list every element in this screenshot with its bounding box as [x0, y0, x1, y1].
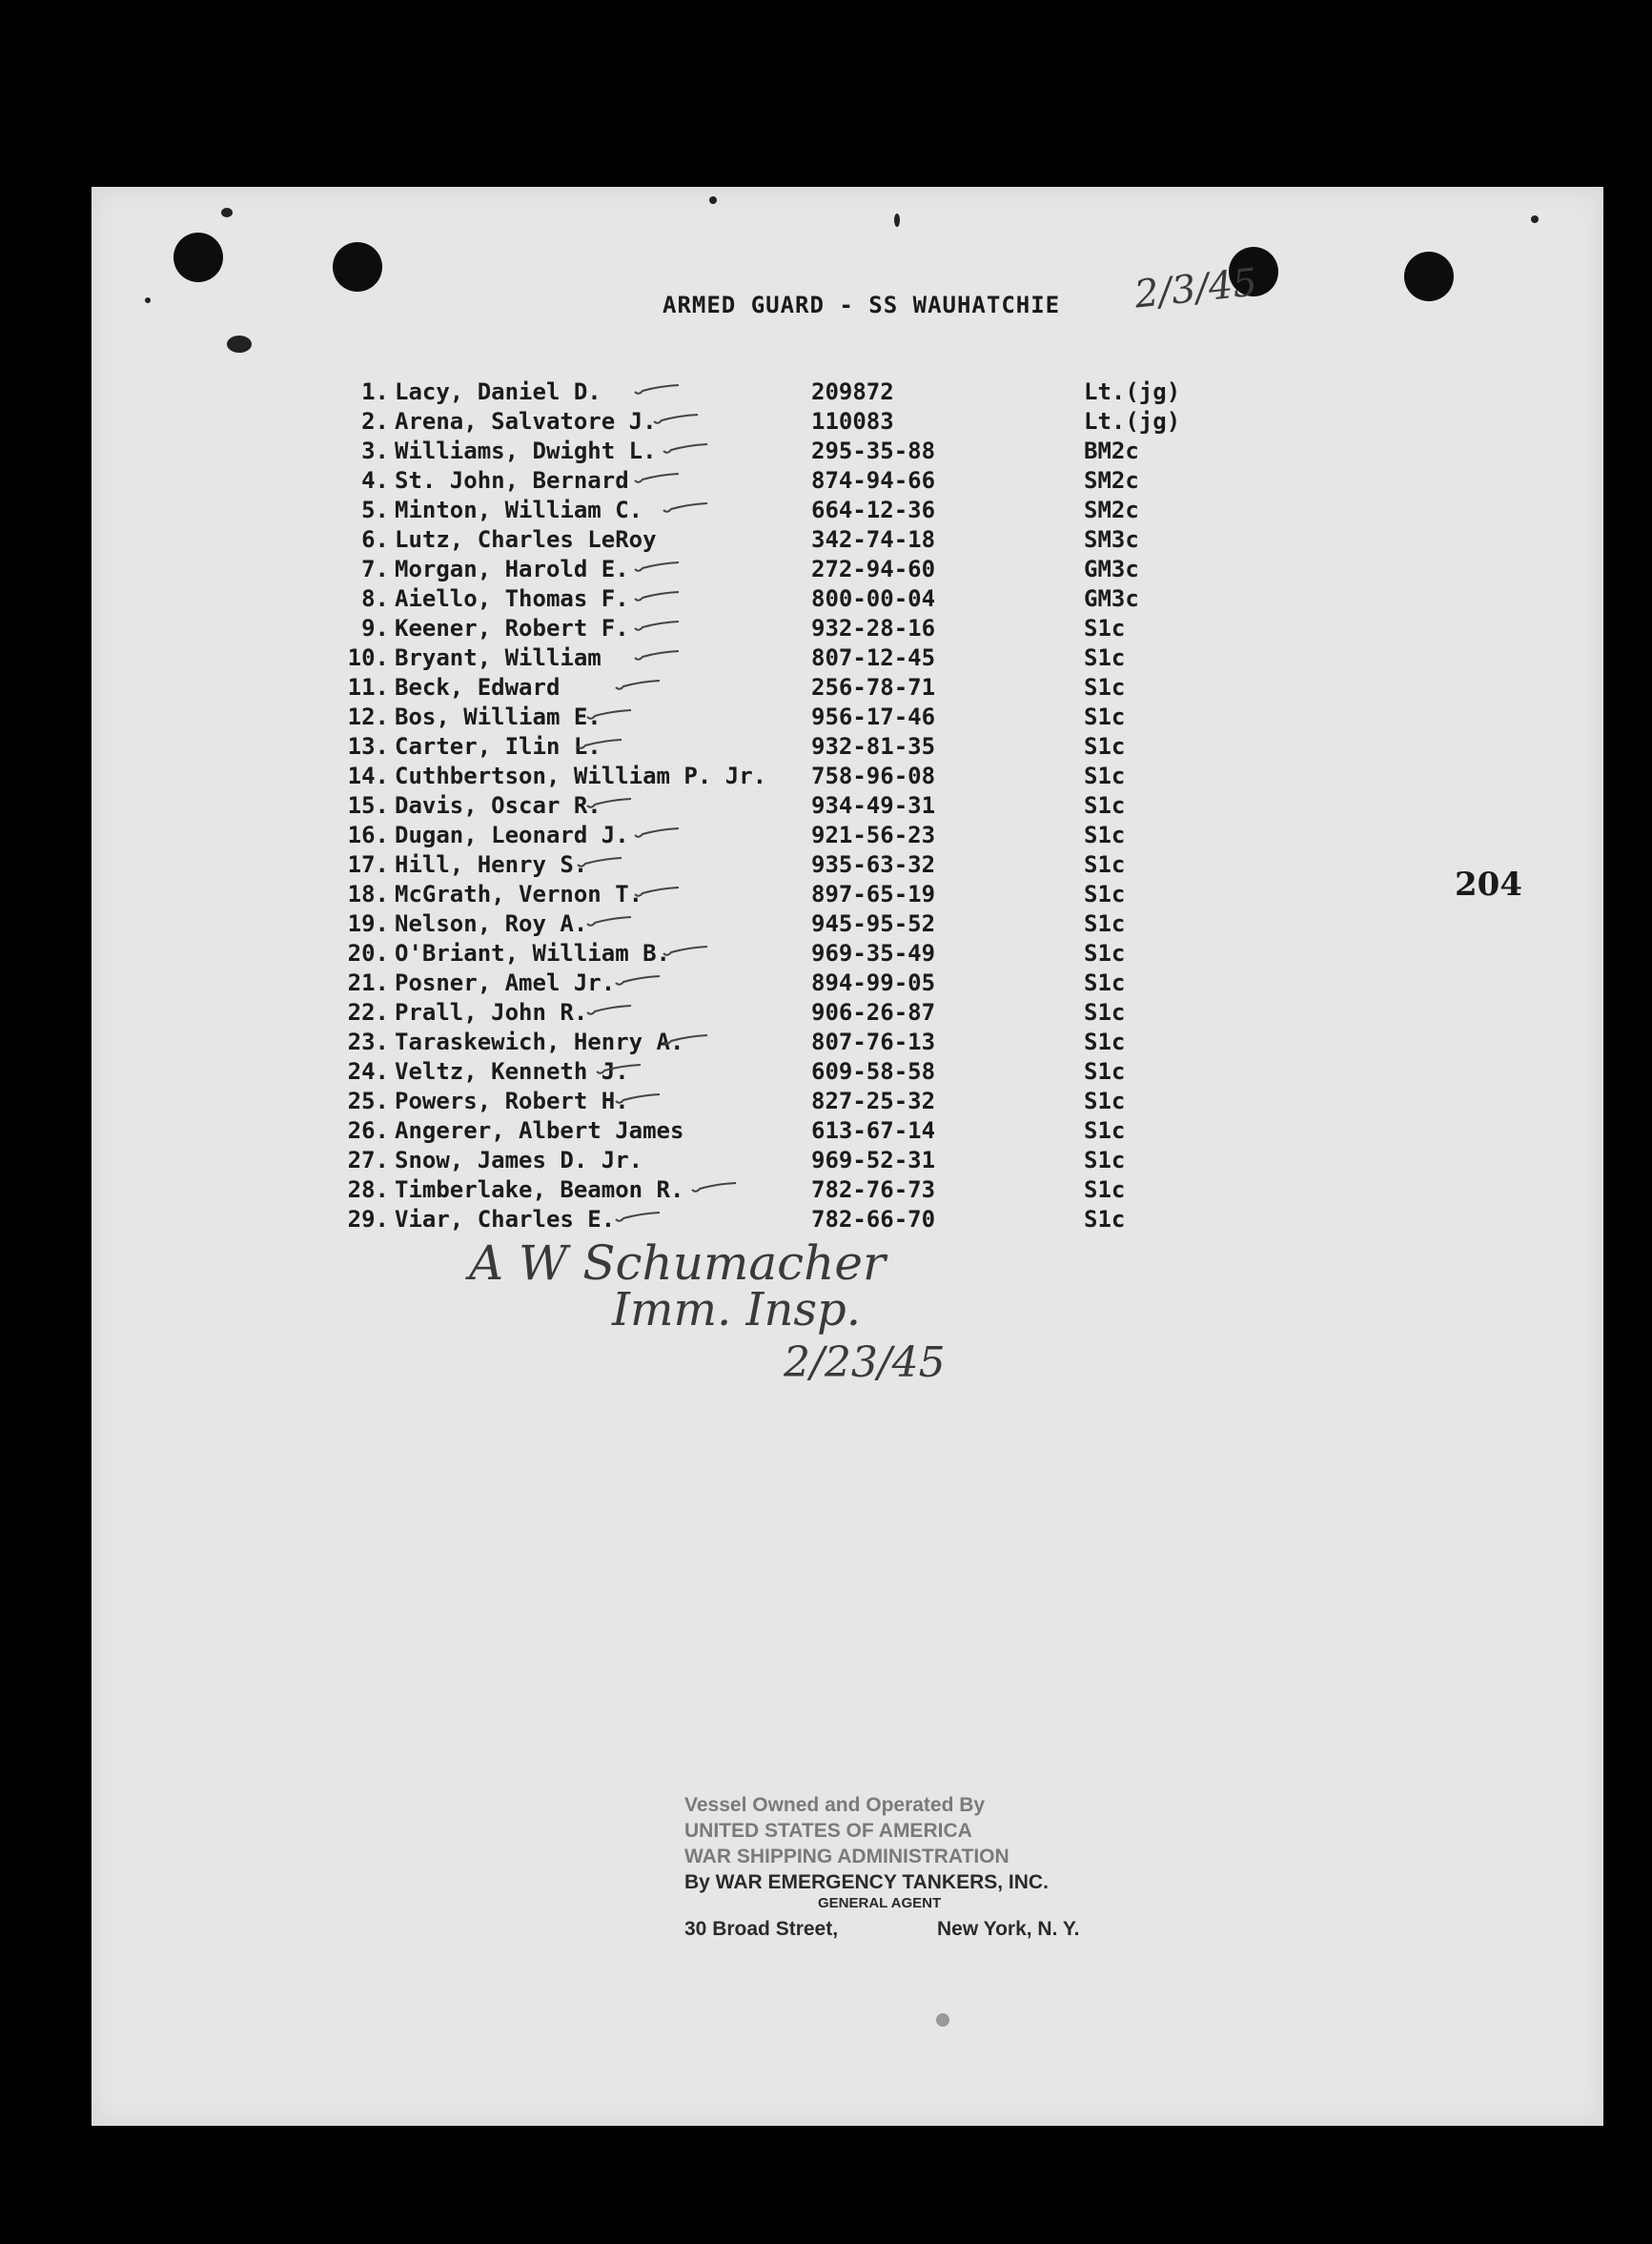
row-number: 22. [347, 999, 389, 1026]
check-mark-icon [662, 442, 709, 456]
crew-name: Nelson, Roy A. [395, 910, 588, 937]
crew-name: Bryant, William [395, 644, 602, 671]
rating: S1c [1084, 763, 1126, 789]
row-number: 10. [347, 644, 389, 671]
stamp-agent: GENERAL AGENT [818, 1895, 942, 1911]
check-mark-icon [652, 413, 700, 426]
row-number: 13. [347, 733, 389, 760]
crew-name: McGrath, Vernon T. [395, 881, 643, 908]
row-number: 3. [361, 438, 389, 464]
rating: S1c [1084, 910, 1126, 937]
service-number: 807-12-45 [811, 644, 936, 671]
punch-hole [333, 242, 382, 292]
rating: BM2c [1084, 438, 1139, 464]
row-number: 2. [361, 408, 389, 435]
row-number: 15. [347, 792, 389, 819]
row-number: 21. [347, 969, 389, 996]
check-mark-icon [633, 561, 681, 574]
stamp-line: WAR SHIPPING ADMINISTRATION [684, 1846, 1010, 1867]
check-mark-icon [633, 383, 681, 397]
stamp-line: Vessel Owned and Operated By [684, 1794, 986, 1816]
row-number: 20. [347, 940, 389, 967]
crew-name: Williams, Dwight L. [395, 438, 657, 464]
row-number: 12. [347, 704, 389, 730]
crew-name: Davis, Oscar R. [395, 792, 602, 819]
service-number: 800-00-04 [811, 585, 936, 612]
check-mark-icon [585, 1004, 633, 1017]
service-number: 969-35-49 [811, 940, 936, 967]
rating: S1c [1084, 1206, 1126, 1233]
row-number: 18. [347, 881, 389, 908]
crew-name: Taraskewich, Henry A. [395, 1029, 684, 1055]
stamp-street: 30 Broad Street, [684, 1918, 839, 1940]
rating: S1c [1084, 644, 1126, 671]
crew-name: Beck, Edward [395, 674, 561, 701]
service-number: 256-78-71 [811, 674, 936, 701]
row-number: 28. [347, 1176, 389, 1203]
rating: S1c [1084, 1058, 1126, 1085]
crew-name: Timberlake, Beamon R. [395, 1176, 684, 1203]
crew-name: Posner, Amel Jr. [395, 969, 616, 996]
row-number: 11. [347, 674, 389, 701]
row-number: 1. [361, 378, 389, 405]
check-mark-icon [576, 856, 623, 869]
rating: S1c [1084, 999, 1126, 1026]
service-number: 295-35-88 [811, 438, 936, 464]
check-mark-icon [633, 590, 681, 603]
row-number: 23. [347, 1029, 389, 1055]
service-number: 897-65-19 [811, 881, 936, 908]
rating: S1c [1084, 1147, 1126, 1173]
signature-date: 2/23/45 [784, 1338, 946, 1387]
check-mark-icon [633, 649, 681, 663]
rating: S1c [1084, 733, 1126, 760]
signature-name: A W Schumacher [469, 1235, 886, 1291]
crew-name: Minton, William C. [395, 497, 643, 523]
handwritten-date: 2/3/45 [1132, 260, 1259, 317]
check-mark-icon [576, 738, 623, 751]
check-mark-icon [662, 1033, 709, 1047]
rating: SM2c [1084, 467, 1139, 494]
row-number: 4. [361, 467, 389, 494]
service-number: 932-81-35 [811, 733, 936, 760]
rating: S1c [1084, 1088, 1126, 1114]
service-number: 664-12-36 [811, 497, 936, 523]
service-number: 758-96-08 [811, 763, 936, 789]
check-mark-icon [585, 797, 633, 810]
crew-name: Viar, Charles E. [395, 1206, 616, 1233]
service-number: 782-66-70 [811, 1206, 936, 1233]
rating: S1c [1084, 851, 1126, 878]
row-number: 14. [347, 763, 389, 789]
service-number: 874-94-66 [811, 467, 936, 494]
service-number: 934-49-31 [811, 792, 936, 819]
service-number: 272-94-60 [811, 556, 936, 582]
stamp-line: By WAR EMERGENCY TANKERS, INC. [684, 1871, 1049, 1893]
rating: GM3c [1084, 556, 1139, 582]
rating: Lt.(jg) [1084, 408, 1181, 435]
row-number: 6. [361, 526, 389, 553]
row-number: 27. [347, 1147, 389, 1173]
check-mark-icon [614, 1092, 662, 1106]
rating: GM3c [1084, 585, 1139, 612]
row-number: 29. [347, 1206, 389, 1233]
crew-name: Arena, Salvatore J. [395, 408, 657, 435]
rating: S1c [1084, 881, 1126, 908]
check-mark-icon [662, 501, 709, 515]
service-number: 894-99-05 [811, 969, 936, 996]
check-mark-icon [662, 945, 709, 958]
check-mark-icon [633, 620, 681, 633]
service-number: 935-63-32 [811, 851, 936, 878]
check-mark-icon [633, 886, 681, 899]
rating: S1c [1084, 940, 1126, 967]
check-mark-icon [614, 679, 662, 692]
crew-name: Morgan, Harold E. [395, 556, 629, 582]
rating: SM2c [1084, 497, 1139, 523]
check-mark-icon [614, 1211, 662, 1224]
stamp-city: New York, N. Y. [937, 1918, 1080, 1940]
crew-name: Carter, Ilin L. [395, 733, 602, 760]
rating: S1c [1084, 1117, 1126, 1144]
check-mark-icon [690, 1181, 738, 1194]
crew-name: Bos, William E. [395, 704, 602, 730]
service-number: 945-95-52 [811, 910, 936, 937]
signature-title: Imm. Insp. [612, 1283, 861, 1336]
document-title: ARMED GUARD - SS WAUHATCHIE [663, 292, 1061, 318]
service-number: 209872 [811, 378, 894, 405]
rating: S1c [1084, 704, 1126, 730]
service-number: 613-67-14 [811, 1117, 936, 1144]
agent-stamp [684, 1792, 1132, 1942]
crew-name: Angerer, Albert James [395, 1117, 684, 1144]
punch-hole [173, 233, 223, 282]
check-mark-icon [585, 708, 633, 722]
crew-name: Snow, James D. Jr. [395, 1147, 643, 1173]
crew-name: St. John, Bernard [395, 467, 629, 494]
service-number: 782-76-73 [811, 1176, 936, 1203]
rating: S1c [1084, 674, 1126, 701]
stamp-address [684, 1916, 1132, 1942]
crew-name: Powers, Robert H. [395, 1088, 629, 1114]
service-number: 906-26-87 [811, 999, 936, 1026]
check-mark-icon [633, 472, 681, 485]
crew-name: Prall, John R. [395, 999, 588, 1026]
service-number: 827-25-32 [811, 1088, 936, 1114]
service-number: 807-76-13 [811, 1029, 936, 1055]
inspector-signature [469, 1235, 1079, 1388]
crew-name: Cuthbertson, William P. Jr. [395, 763, 767, 789]
rating: S1c [1084, 1029, 1126, 1055]
service-number: 932-28-16 [811, 615, 936, 642]
rating: S1c [1084, 792, 1126, 819]
row-number: 17. [347, 851, 389, 878]
punch-hole [1404, 252, 1454, 301]
service-number: 969-52-31 [811, 1147, 936, 1173]
row-number: 5. [361, 497, 389, 523]
row-number: 19. [347, 910, 389, 937]
service-number: 956-17-46 [811, 704, 936, 730]
row-number: 7. [361, 556, 389, 582]
crew-name: Lacy, Daniel D. [395, 378, 602, 405]
service-number: 609-58-58 [811, 1058, 936, 1085]
crew-name: Dugan, Leonard J. [395, 822, 629, 848]
crew-name: Hill, Henry S. [395, 851, 588, 878]
check-mark-icon [585, 915, 633, 928]
service-number: 921-56-23 [811, 822, 936, 848]
rating: Lt.(jg) [1084, 378, 1181, 405]
row-number: 8. [361, 585, 389, 612]
service-number: 110083 [811, 408, 894, 435]
speck [894, 214, 900, 227]
row-number: 16. [347, 822, 389, 848]
speck [221, 208, 233, 217]
speck [227, 336, 252, 353]
crew-name: O'Briant, William B. [395, 940, 670, 967]
crew-name: Aiello, Thomas F. [395, 585, 629, 612]
speck [145, 297, 151, 303]
crew-name: Lutz, Charles LeRoy [395, 526, 657, 553]
crew-name: Veltz, Kenneth J. [395, 1058, 629, 1085]
service-number: 342-74-18 [811, 526, 936, 553]
rating: S1c [1084, 969, 1126, 996]
speck [936, 2013, 949, 2027]
rating: SM3c [1084, 526, 1139, 553]
check-mark-icon [595, 1063, 642, 1076]
stamp-line: UNITED STATES OF AMERICA [684, 1820, 972, 1842]
check-mark-icon [633, 826, 681, 840]
speck [1531, 215, 1539, 223]
row-number: 24. [347, 1058, 389, 1085]
row-number: 26. [347, 1117, 389, 1144]
row-number: 9. [361, 615, 389, 642]
row-number: 25. [347, 1088, 389, 1114]
page-number: 204 [1455, 866, 1522, 904]
speck [709, 196, 717, 204]
check-mark-icon [614, 974, 662, 988]
rating: S1c [1084, 615, 1126, 642]
rating: S1c [1084, 822, 1126, 848]
rating: S1c [1084, 1176, 1126, 1203]
crew-name: Keener, Robert F. [395, 615, 629, 642]
